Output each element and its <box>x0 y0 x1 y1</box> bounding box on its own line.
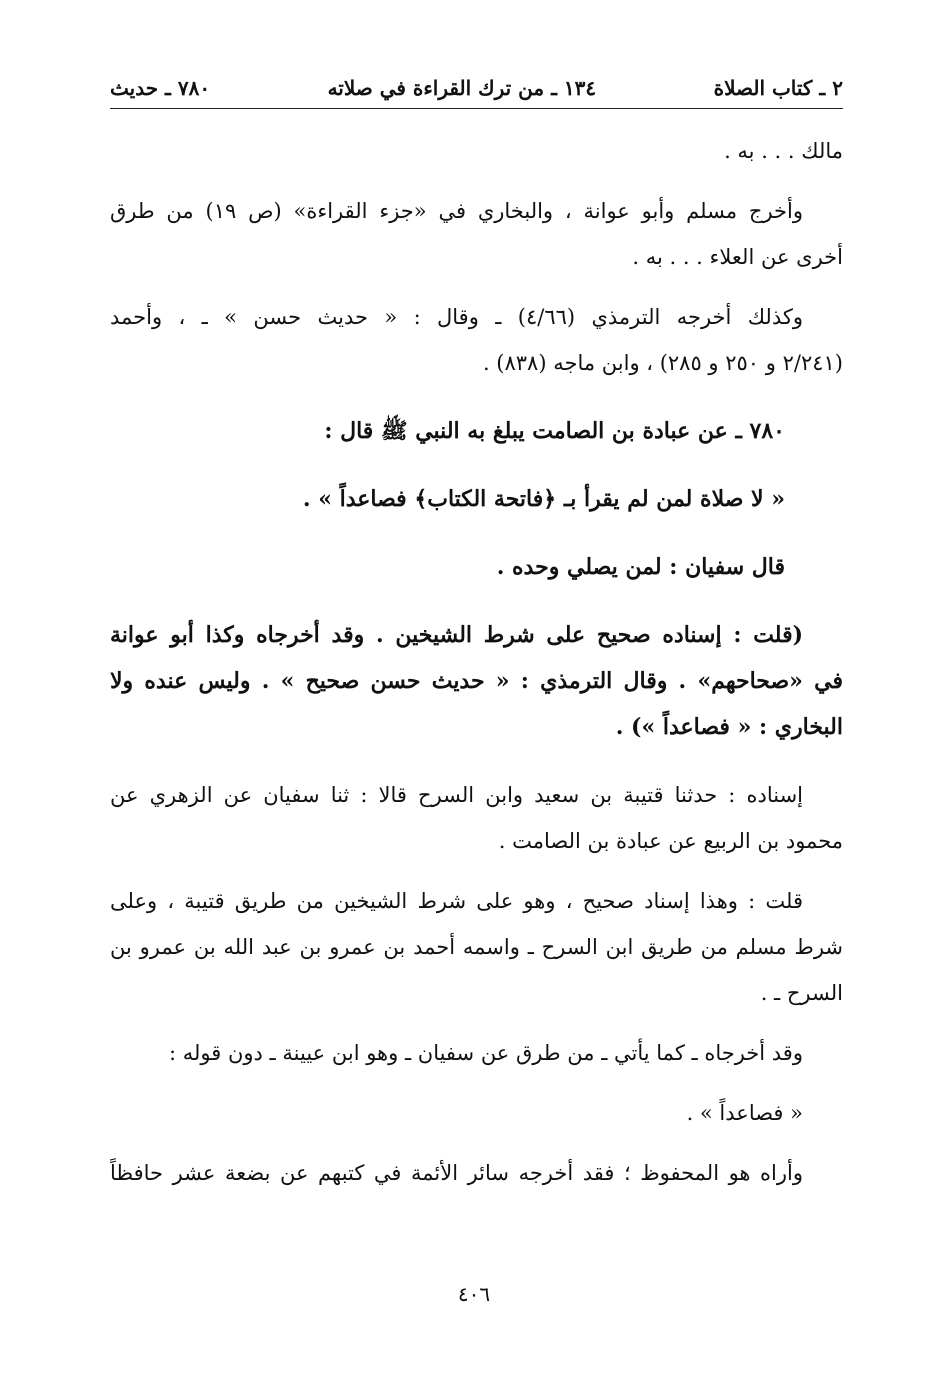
header-chapter-title: ١٣٤ ـ من ترك القراءة في صلاته <box>327 76 597 100</box>
header-rule <box>110 108 843 109</box>
text-line: وقد أخرجاه ـ كما يأتي ـ من طرق عن سفيان ـ وهو ابن عيينة ـ دون قوله : <box>169 1041 803 1065</box>
text-line: وكذلك أخرجه الترمذي (٤/٦٦) ـ وقال : « حديث حسن » ـ ، وأحمد <box>110 305 803 329</box>
text-line: شرط مسلم من طريق ابن السرح ـ واسمه أحمد بن عمرو بن عبد الله بن عمرو بن <box>110 935 843 959</box>
header-book-title: ٢ ـ كتاب الصلاة <box>713 76 843 100</box>
header-hadith-number: ٧٨٠ ـ حديث <box>110 76 211 100</box>
text-line: في «صحاحهم» . وقال الترمذي : « حديث حسن صحيح » . وليس عنده ولا <box>110 668 843 694</box>
text-line: « فصاعداً » . <box>686 1101 803 1125</box>
hadith-heading: ٧٨٠ ـ عن عبادة بن الصامت يبلغ به النبي ﷺ قال : <box>324 418 785 444</box>
text-line: السرح ـ . <box>760 981 843 1005</box>
narrator-note: قال سفيان : لمن يصلي وحده . <box>496 554 785 580</box>
text-line: وأخرج مسلم وأبو عوانة ، والبخاري في «جزء القراءة» (ص ١٩) من طرق <box>110 199 803 223</box>
text-line: وأراه هو المحفوظ ؛ فقد أخرجه سائر الأئمة في كتبهم عن بضعة عشر حافظاً <box>110 1161 803 1185</box>
page-number: ٤٠٦ <box>457 1282 491 1306</box>
text-line: محمود بن الربيع عن عبادة بن الصامت . <box>498 829 843 853</box>
page-body <box>110 128 843 1196</box>
text-line: (٢/٢٤١ و ٢٥٠ و ٢٨٥) ، وابن ماجه (٨٣٨) . <box>482 351 843 375</box>
hadith-text: « لا صلاة لمن لم يقرأ بـ ﴿فاتحة الكتاب﴾ فصاعداً » . <box>302 486 785 512</box>
text-line: مالك . . . به . <box>724 139 843 163</box>
running-header <box>110 70 843 106</box>
text-line: إسناده : حدثنا قتيبة بن سعيد وابن السرح قالا : ثنا سفيان عن الزهري عن <box>110 783 803 807</box>
text-line: (قلت : إسناده صحيح على شرط الشيخين . وقد أخرجاه وكذا أبو عوانة <box>110 622 803 648</box>
text-line: البخاري : « فصاعداً ») . <box>615 714 843 740</box>
text-line: أخرى عن العلاء . . . به . <box>632 245 843 269</box>
text-line: قلت : وهذا إسناد صحيح ، وهو على شرط الشيخين من طريق قتيبة ، وعلى <box>110 889 803 913</box>
